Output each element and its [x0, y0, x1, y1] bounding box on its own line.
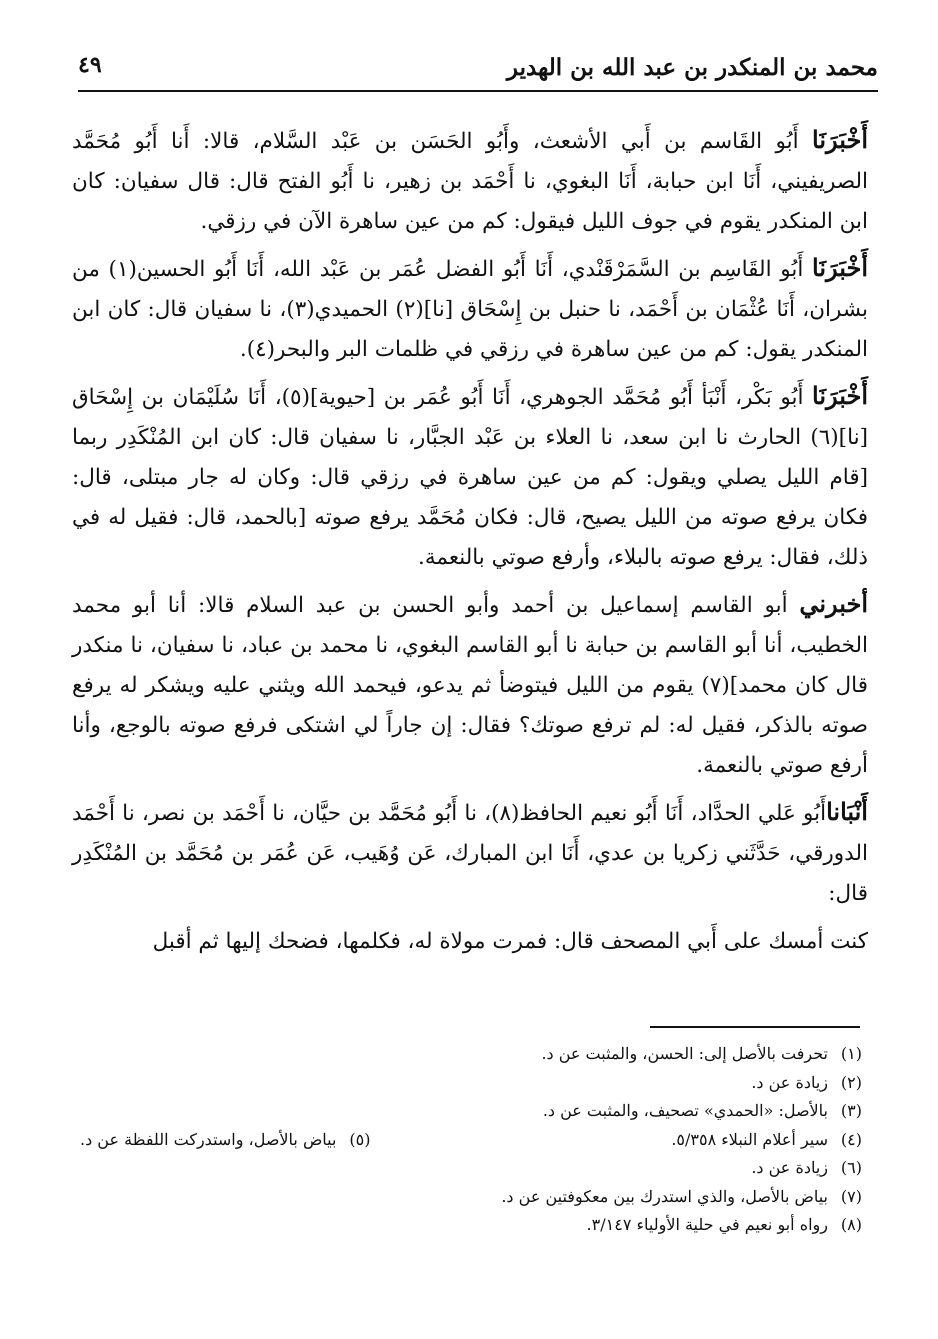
paragraph	[72, 248, 868, 370]
footnotes	[80, 1040, 862, 1240]
footnote-number: (٤)	[840, 1129, 862, 1149]
footnote-row	[80, 1183, 862, 1212]
footnote-divider	[650, 1026, 860, 1028]
footnote-row	[80, 1211, 862, 1240]
paragraph-lead-word: أَخْبَرَنَا	[812, 253, 868, 282]
footnote-text: سير أعلام النبلاء ٥/٣٥٨.	[671, 1129, 828, 1149]
footnote-number: (٥)	[349, 1129, 371, 1149]
paragraph	[72, 376, 868, 578]
footnote	[751, 1069, 862, 1098]
paragraph-text: أَبُو القَاسم بن أَبي الأشعث، وأَبُو الحَسَن بن عَبْد السَّلام، قالا: أَنا أَبُو مُحَمَّد الصريفيني، أَنَا ابن حبابة، أَنَا البغوي، نا أَحْمَد بن زهير، نا أَبُو الفتح قال: قال سفيان: كان ابن المنكدر يقوم في جوف الليل فيقول: كم من عين ساهرة الآن في رزقي.	[72, 129, 868, 234]
paragraph-text: أَبُو عَلي الحدَّاد، أَنَا أَبُو نعيم الحافظ(٨)، نا أَبُو مُحَمَّد بن حيَّان، نا أَحْمَد بن نصر، نا أَحْمَد الدورقي، حَدَّثَني زكريا بن عدي، أَنَا ابن المبارك، عَن وُهَيب، عَن عُمَر بن مُحَمَّد بن المُنْكَدِر قال:	[72, 801, 868, 906]
footnote-number: (٧)	[840, 1186, 862, 1206]
footnote-row	[80, 1040, 862, 1069]
footnote-number: (٢)	[840, 1072, 862, 1092]
paragraph	[72, 120, 868, 242]
footnote-row	[80, 1097, 862, 1126]
footnote-text: تحرفت بالأصل إلى: الحسن، والمثبت عن د.	[541, 1044, 828, 1063]
paragraph	[72, 792, 868, 914]
footnote-text: رواه أبو نعيم في حلية الأولياء ٣/١٤٧.	[586, 1215, 828, 1234]
footnote-text: زيادة عن د.	[751, 1072, 828, 1092]
footnote	[501, 1183, 862, 1212]
paragraph	[72, 920, 868, 962]
paragraph-lead-word: أَخْبَرَنَا	[812, 381, 869, 410]
footnote	[543, 1097, 862, 1126]
paragraph	[72, 584, 868, 786]
footnote-text: بياض بالأصل، والذي استدرك بين معكوفتين عن د.	[501, 1186, 828, 1206]
paragraph-text: أَبُو القَاسِم بن السَّمَرْقَنْدي، أَنَا أَبُو الفضل عُمَر بن عَبْد الله، أَنَا أَبُو الحسين(١) من بشران، أَنَا عُثْمَان بن أَحْمَد، نا حنبل بن إِسْحَاق [نا](٢) الحميدي(٣)، نا سفيان قال: كان ابن المنكدر يقول: كم من عين ساهرة في رزقي في ظلمات البر والبحر(٤).	[72, 257, 869, 362]
running-title: محمد بن المنكدر بن عبد الله بن الهدير	[506, 54, 878, 81]
footnote	[541, 1040, 862, 1069]
paragraph-lead-word: أخبرني	[799, 589, 868, 618]
footnote	[751, 1154, 862, 1183]
footnote-row	[80, 1126, 862, 1155]
paragraph-text: كنت أمسك على أَبي المصحف قال: فمرت مولاة له، فكلمها، فضحك إليها ثم أقبل	[152, 929, 868, 954]
footnote-number: (١)	[840, 1044, 862, 1063]
paragraph-lead-word: أَخْبَرَنَا	[812, 125, 868, 154]
page-header	[78, 50, 878, 92]
footnote-row	[80, 1154, 862, 1183]
footnote-number: (٣)	[840, 1101, 862, 1120]
footnote-text: بياض بالأصل، واستدركت اللفظة عن د.	[80, 1129, 337, 1149]
paragraph-lead-word: أَنْبَانا	[826, 797, 868, 826]
footnote-text: بالأصل: «الحمدي» تصحيف، والمثبت عن د.	[542, 1101, 828, 1120]
footnote	[587, 1211, 862, 1240]
footnote-row	[80, 1069, 862, 1098]
paragraph-text: أبو القاسم إسماعيل بن أحمد وأبو الحسن بن عبد السلام قالا: أنا أبو محمد الخطيب، أنا أبو القاسم بن حبابة نا أبو القاسم البغوي، نا محمد بن عباد، نا سفيان، نا منكدر قال كان محمد](٧) يقوم من الليل فيتوضأ ثم يدعو، فيحمد الله ويثني عليه ويشكر له يرفع صوته بالذكر، فقيل له: لم ترفع صوتك؟ فقال: إن جاراً لي اشتكى فرفع صوته بالوجع، وأنا أرفع صوتي بالنعمة.	[72, 593, 868, 778]
footnote-number: (٦)	[840, 1158, 862, 1177]
main-text	[72, 120, 868, 968]
paragraph-text: أَبُو بَكْر، أَنْبَأ أَبُو مُحَمَّد الجوهري، أَنَا أَبُو عُمَر بن [حيوية](٥)، أَنَا سُلَيْمَان بن إِسْحَاق [نا](٦) الحارث نا ابن سعد، نا العلاء بن عَبْد الجبَّار، نا سفيان قال: كان ابن المُنْكَدِر ربما [قام الليل يصلي ويقول: كم من عين ساهرة في رزقي قال: وكان له جار مبتلى، قال: فكان يرفع صوته من الليل يصيح، قال: فكان مُحَمَّد يرفع صوته [بالحمد، قال: فقيل له في ذلك، فقال: يرفع صوته بالبلاء، وأرفع صوتي بالنعمة.	[72, 385, 868, 570]
page-number: ٤٩	[78, 52, 102, 78]
footnote	[671, 1126, 862, 1155]
footnote-number: (٨)	[840, 1215, 862, 1234]
footnote	[80, 1126, 370, 1155]
footnote-text: زيادة عن د.	[751, 1158, 828, 1177]
